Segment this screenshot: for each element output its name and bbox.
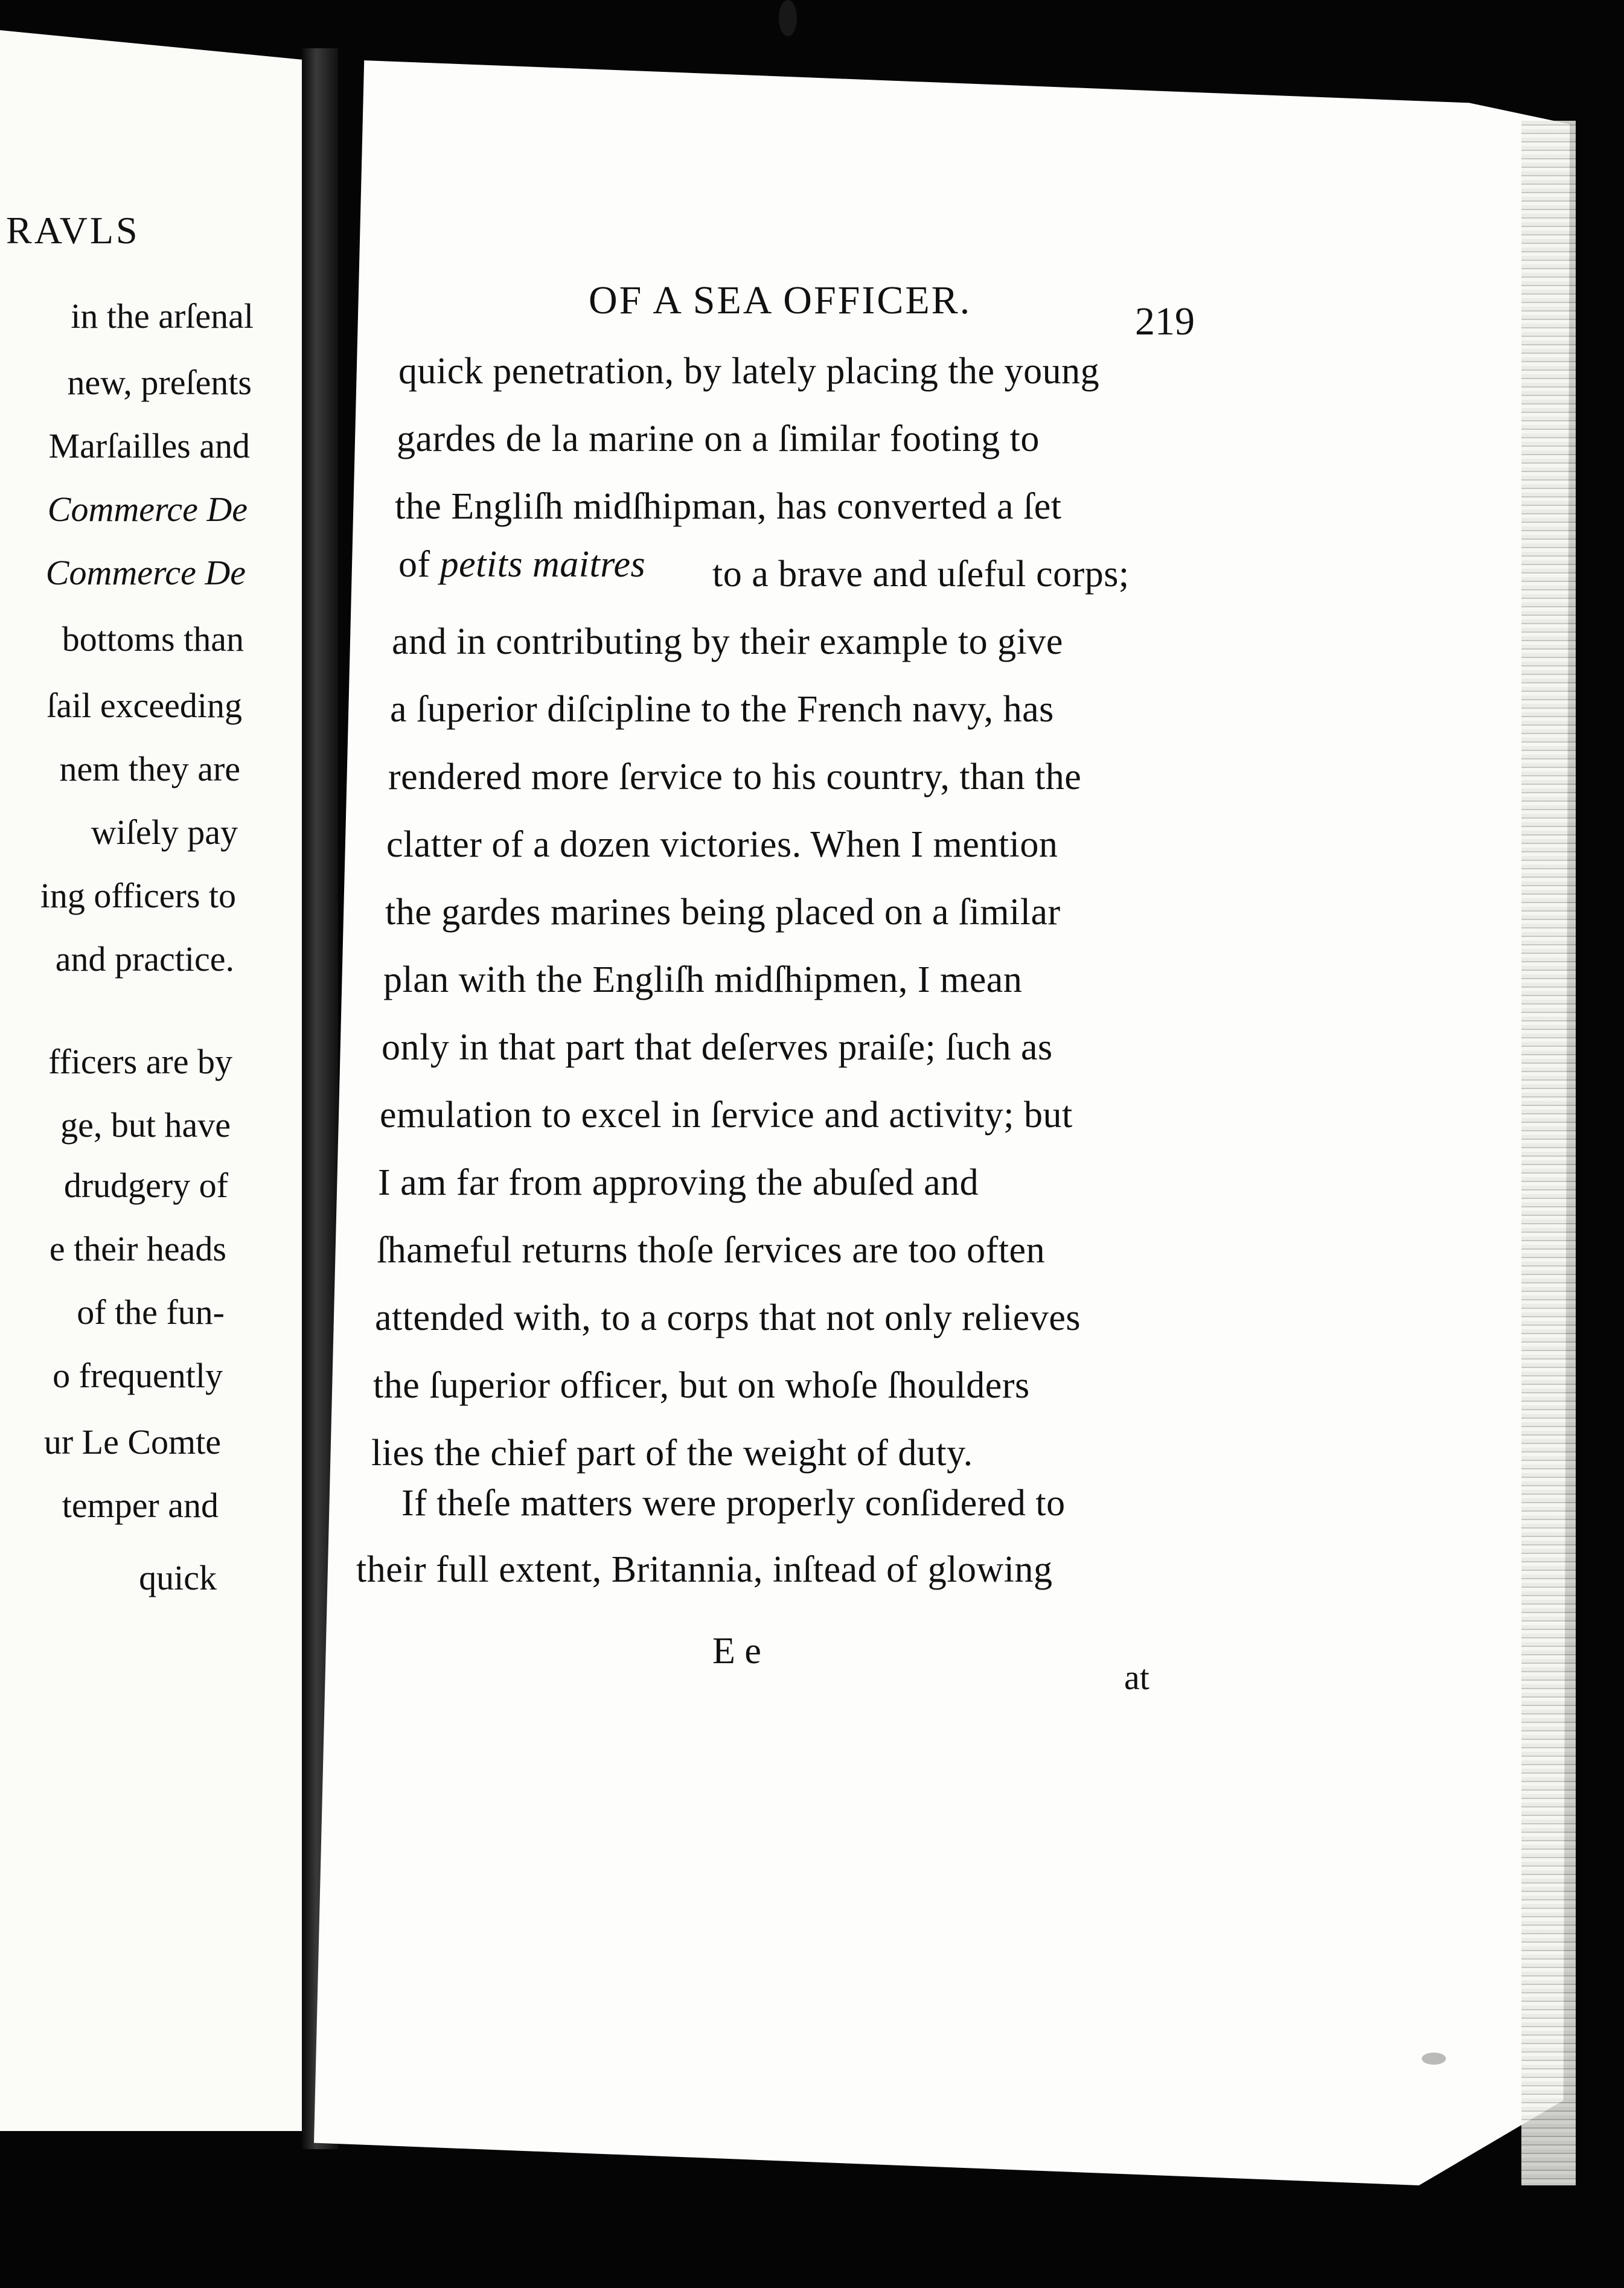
body-line: clatter of a dozen victories. When I mention [386, 824, 1058, 865]
left-text-line: ge, but have [60, 1105, 231, 1145]
body-line: the Engliſh midſhipman, has converted a ſet [395, 486, 1062, 527]
body-line-italic [398, 543, 645, 586]
left-text-line: nem they are [59, 749, 240, 788]
body-line: and in contributing by their example to give [392, 621, 1063, 662]
line-prefix: of [398, 544, 430, 585]
ink-speck [779, 0, 797, 36]
left-running-head: RAVLS [6, 209, 140, 252]
left-text-line: wiſely pay [91, 813, 238, 852]
left-text-line: ing officers to [40, 876, 236, 915]
body-line: gardes de la marine on a ſimilar footing to [397, 418, 1040, 459]
body-line: plan with the Engliſh midſhipmen, I mean [383, 959, 1023, 1000]
catchword: at [1124, 1658, 1149, 1697]
body-line: rendered more ſervice to his country, than the [388, 756, 1082, 797]
left-text-line: ſail exceeding [46, 686, 242, 725]
left-text-line: new, preſents [67, 363, 252, 402]
body-line: emulation to excel in ſervice and activity; but [380, 1094, 1073, 1136]
left-text-line: Commerce De [45, 553, 246, 592]
left-text-line: fficers are by [48, 1042, 232, 1081]
left-text-line: ur Le Comte [43, 1422, 221, 1462]
italic-phrase: petits maitres [440, 544, 646, 585]
body-line: I am far from approving the abuſed and [378, 1162, 979, 1203]
left-text-line: o frequently [53, 1356, 223, 1395]
body-line: the gardes marines being placed on a ſimilar [385, 892, 1061, 933]
running-head: OF A SEA OFFICER. [589, 278, 972, 322]
left-text-line: quick [139, 1558, 217, 1597]
left-text-line: drudgery of [63, 1166, 228, 1205]
left-text-line: Marſailles and [48, 426, 250, 465]
left-text-line: temper and [62, 1486, 219, 1525]
body-line: their full extent, Britannia, inſtead of glowing [356, 1549, 1053, 1590]
body-line: quick penetration, by lately placing the young [398, 351, 1100, 392]
body-line: If theſe matters were properly conſidered to [401, 1483, 1066, 1524]
body-line: the ſuperior officer, but on whoſe ſhoulders [373, 1365, 1030, 1406]
left-text-line: in the arſenal [71, 296, 254, 336]
body-line: a ſuperior diſcipline to the French navy, has [390, 689, 1054, 730]
page-number: 219 [1135, 299, 1195, 344]
body-line: lies the chief part of the weight of duty. [371, 1433, 973, 1474]
signature-mark: E e [712, 1631, 761, 1672]
page-edges [1521, 121, 1576, 2185]
body-line: ſhameful returns thoſe ſervices are too often [377, 1230, 1046, 1271]
body-line: attended with, to a corps that not only relieves [375, 1297, 1081, 1338]
left-text-line: of the fun- [77, 1293, 225, 1332]
left-text-line: bottoms than [62, 619, 244, 659]
body-line: to a brave and uſeful corps; [712, 554, 1130, 595]
left-text-line: Commerce De [47, 490, 248, 529]
left-text-line: e their heads [49, 1229, 226, 1268]
left-text-line: and practice. [55, 939, 234, 979]
body-line: only in that part that deſerves praiſe; ſuch as [382, 1027, 1053, 1068]
ink-speck [1422, 2053, 1446, 2065]
